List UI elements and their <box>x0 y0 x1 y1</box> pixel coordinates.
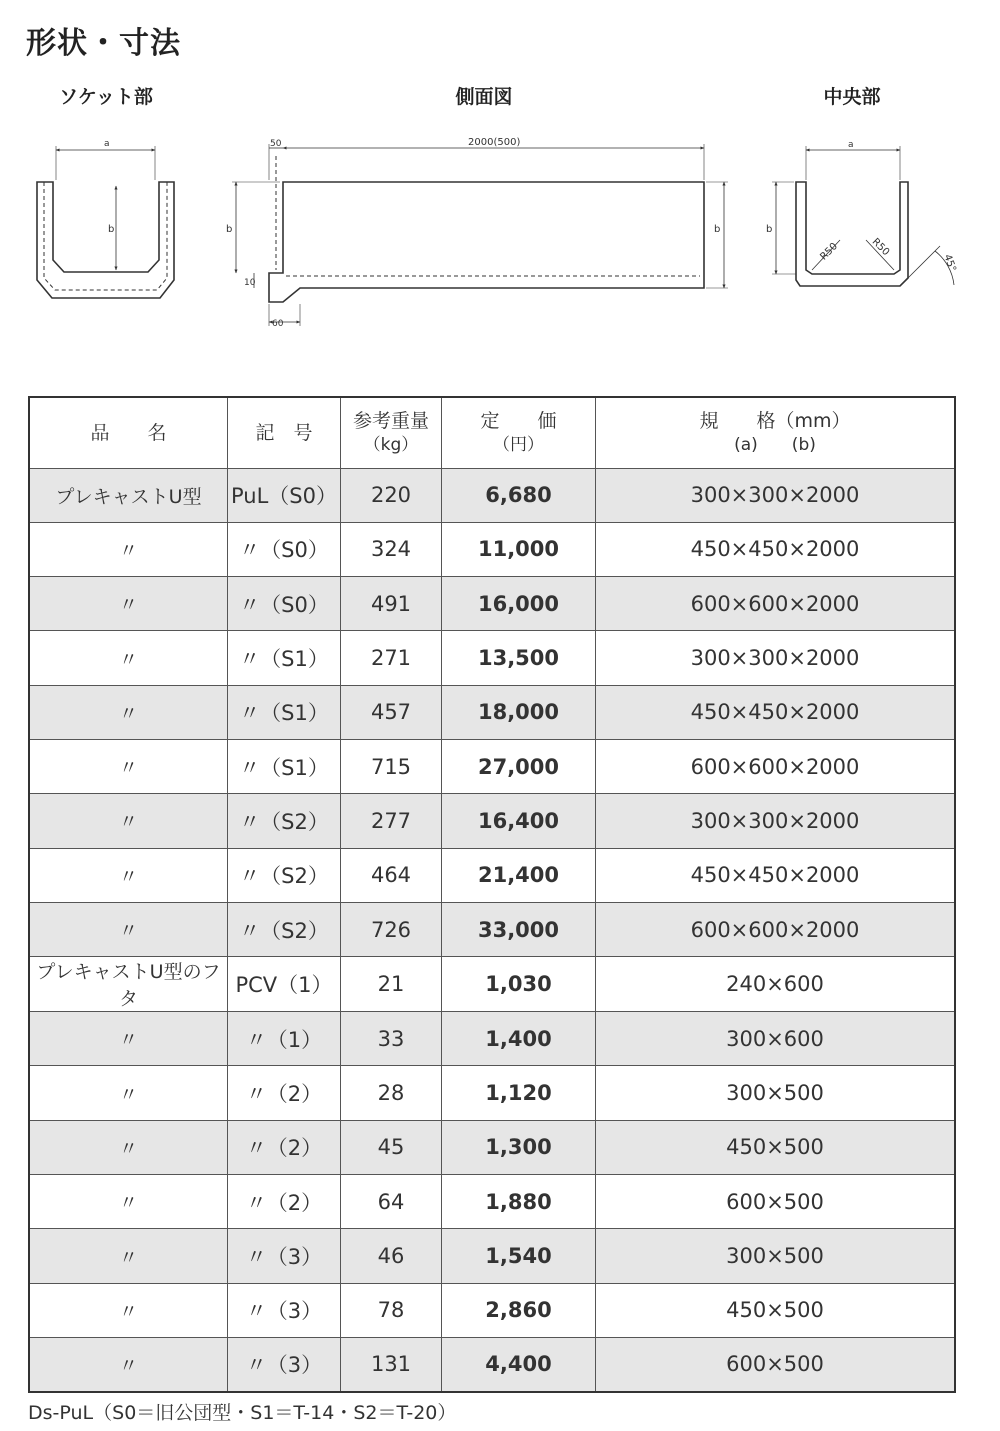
center-radius-right: R50 <box>869 236 892 259</box>
cell-name: 〃 <box>29 739 228 793</box>
center-section-drawing <box>772 146 954 286</box>
cell-name: 〃 <box>29 1229 228 1283</box>
table-row <box>29 522 955 576</box>
cell-weight: 324 <box>341 522 442 576</box>
table-row <box>29 1175 955 1229</box>
center-angle: 45° <box>941 252 958 274</box>
cell-price: 13,500 <box>442 631 596 685</box>
side-dim-10: 10 <box>244 278 256 288</box>
cell-code: 〃（2） <box>228 1175 341 1229</box>
cell-price: 1,120 <box>442 1066 596 1120</box>
cell-spec: 600×500 <box>596 1175 956 1229</box>
cell-code: 〃（2） <box>228 1120 341 1174</box>
center-dim-a: a <box>848 140 854 150</box>
cell-weight: 491 <box>341 577 442 631</box>
side-dim-b-left: b <box>226 224 233 235</box>
cell-spec: 300×500 <box>596 1066 956 1120</box>
header-code: 記 号 <box>228 397 341 468</box>
table-header-row <box>29 397 955 468</box>
table-row <box>29 577 955 631</box>
cell-spec: 600×600×2000 <box>596 577 956 631</box>
cell-price: 16,000 <box>442 577 596 631</box>
cell-price: 1,300 <box>442 1120 596 1174</box>
cell-name: プレキャストU型 <box>29 468 228 522</box>
cell-code: 〃（S2） <box>228 902 341 956</box>
cell-weight: 271 <box>341 631 442 685</box>
table-body <box>29 468 955 1392</box>
center-radius-left: R50 <box>818 240 841 263</box>
cell-code: PuL（S0） <box>228 468 341 522</box>
header-price: 定 価 （円） <box>442 397 596 468</box>
cell-code: PCV（1） <box>228 957 341 1012</box>
cell-code: 〃（S1） <box>228 631 341 685</box>
side-view-diagram-label: 側面図 <box>455 86 513 108</box>
table-row <box>29 739 955 793</box>
cell-weight: 78 <box>341 1283 442 1337</box>
cell-name: 〃 <box>29 1175 228 1229</box>
cell-weight: 46 <box>341 1229 442 1283</box>
cell-weight: 64 <box>341 1175 442 1229</box>
cell-price: 33,000 <box>442 902 596 956</box>
cell-name: 〃 <box>29 522 228 576</box>
cell-price: 6,680 <box>442 468 596 522</box>
cell-weight: 131 <box>341 1337 442 1391</box>
cell-weight: 457 <box>341 685 442 739</box>
cell-spec: 600×600×2000 <box>596 739 956 793</box>
cell-code: 〃（2） <box>228 1066 341 1120</box>
cell-weight: 33 <box>341 1012 442 1066</box>
table-row <box>29 1066 955 1120</box>
table-row <box>29 1229 955 1283</box>
cell-name: 〃 <box>29 577 228 631</box>
cell-name: 〃 <box>29 1066 228 1120</box>
cell-spec: 300×300×2000 <box>596 794 956 848</box>
cell-name: 〃 <box>29 848 228 902</box>
table-row <box>29 685 955 739</box>
header-spec: 規 格（mm） (a) (b) <box>596 397 956 468</box>
socket-diagram-label: ソケット部 <box>59 86 153 108</box>
table-row <box>29 631 955 685</box>
table-row <box>29 794 955 848</box>
cell-spec: 240×600 <box>596 957 956 1012</box>
table-row <box>29 1283 955 1337</box>
table-row <box>29 957 955 1012</box>
side-dim-b-right: b <box>714 224 721 235</box>
cell-weight: 45 <box>341 1120 442 1174</box>
header-weight: 参考重量 （kg） <box>341 397 442 468</box>
cell-code: 〃（S2） <box>228 794 341 848</box>
cell-name: 〃 <box>29 1012 228 1066</box>
cell-spec: 300×300×2000 <box>596 468 956 522</box>
cell-weight: 277 <box>341 794 442 848</box>
cell-name: 〃 <box>29 1283 228 1337</box>
side-dim-50: 50 <box>270 139 282 149</box>
table-row <box>29 848 955 902</box>
cell-spec: 300×300×2000 <box>596 631 956 685</box>
center-diagram-label: 中央部 <box>823 86 881 108</box>
page-title: 形状・寸法 <box>26 26 181 61</box>
cell-weight: 715 <box>341 739 442 793</box>
cell-code: 〃（3） <box>228 1283 341 1337</box>
table-row <box>29 1012 955 1066</box>
cell-name: 〃 <box>29 685 228 739</box>
cell-spec: 450×500 <box>596 1283 956 1337</box>
cell-spec: 450×450×2000 <box>596 848 956 902</box>
socket-dim-b: b <box>108 224 115 235</box>
cell-price: 1,030 <box>442 957 596 1012</box>
cell-price: 1,400 <box>442 1012 596 1066</box>
table-row <box>29 902 955 956</box>
side-dim-60: 60 <box>272 319 284 329</box>
cell-code: 〃（S1） <box>228 685 341 739</box>
cell-code: 〃（1） <box>228 1012 341 1066</box>
cell-spec: 450×500 <box>596 1120 956 1174</box>
side-view-drawing <box>232 144 728 326</box>
product-spec-table <box>28 396 956 1393</box>
cell-spec: 450×450×2000 <box>596 685 956 739</box>
cell-name: 〃 <box>29 1337 228 1391</box>
cell-weight: 726 <box>341 902 442 956</box>
cell-price: 1,880 <box>442 1175 596 1229</box>
cell-weight: 220 <box>341 468 442 522</box>
cell-spec: 300×600 <box>596 1012 956 1066</box>
table-row <box>29 1337 955 1391</box>
cell-price: 11,000 <box>442 522 596 576</box>
cell-weight: 21 <box>341 957 442 1012</box>
cell-weight: 464 <box>341 848 442 902</box>
cell-code: 〃（S0） <box>228 577 341 631</box>
cell-price: 16,400 <box>442 794 596 848</box>
cell-price: 27,000 <box>442 739 596 793</box>
cell-name: 〃 <box>29 902 228 956</box>
cell-price: 21,400 <box>442 848 596 902</box>
cell-code: 〃（S0） <box>228 522 341 576</box>
cell-spec: 450×450×2000 <box>596 522 956 576</box>
header-name: 品 名 <box>29 397 228 468</box>
side-dim-length: 2000(500) <box>468 137 521 148</box>
cell-code: 〃（3） <box>228 1229 341 1283</box>
cell-price: 2,860 <box>442 1283 596 1337</box>
center-dim-b: b <box>766 224 773 235</box>
cell-price: 18,000 <box>442 685 596 739</box>
cell-name: 〃 <box>29 631 228 685</box>
shape-diagrams <box>0 120 1000 340</box>
cell-code: 〃（3） <box>228 1337 341 1391</box>
cell-price: 4,400 <box>442 1337 596 1391</box>
cell-code: 〃（S1） <box>228 739 341 793</box>
cell-spec: 300×500 <box>596 1229 956 1283</box>
socket-section-drawing <box>37 146 174 298</box>
socket-dim-a: a <box>104 139 110 149</box>
cell-weight: 28 <box>341 1066 442 1120</box>
cell-code: 〃（S2） <box>228 848 341 902</box>
cell-spec: 600×600×2000 <box>596 902 956 956</box>
footnote: Ds-PuL（S0＝旧公団型・S1＝T-14・S2＝T-20） <box>28 1402 457 1424</box>
cell-name: 〃 <box>29 1120 228 1174</box>
cell-price: 1,540 <box>442 1229 596 1283</box>
cell-name: プレキャストU型のフタ <box>29 957 228 1012</box>
cell-name: 〃 <box>29 794 228 848</box>
cell-spec: 600×500 <box>596 1337 956 1391</box>
table-row <box>29 468 955 522</box>
table-row <box>29 1120 955 1174</box>
